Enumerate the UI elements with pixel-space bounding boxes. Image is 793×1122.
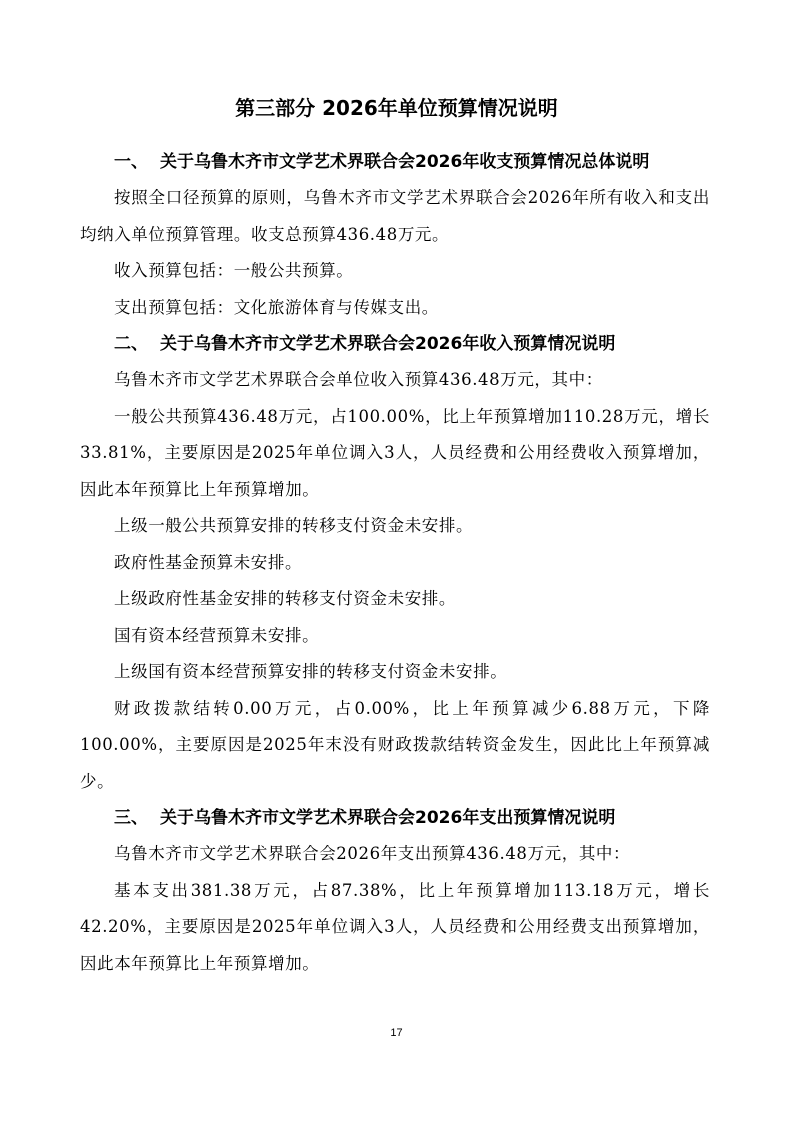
paragraph: 财政拨款结转0.00万元，占0.00%，比上年预算减少6.88万元，下降100.00%，主要原因是2025年末没有财政拨款结转资金发生，因此比上年预算减少。 xyxy=(80,698,710,791)
paragraph: 乌鲁木齐市文学艺术界联合会2026年支出预算436.48万元，其中： xyxy=(114,844,631,863)
paragraph: 上级政府性基金安排的转移支付资金未安排。 xyxy=(114,589,456,608)
section-number: 二、 xyxy=(114,334,148,354)
section-heading-text: 关于乌鲁木齐市文学艺术界联合会2026年收入预算情况说明 xyxy=(160,334,616,354)
paragraph: 收入预算包括：一般公共预算。 xyxy=(114,261,354,280)
section-heading-text: 关于乌鲁木齐市文学艺术界联合会2026年收支预算情况总体说明 xyxy=(160,152,650,172)
page-number: 17 xyxy=(390,1027,403,1039)
paragraph: 上级一般公共预算安排的转移支付资金未安排。 xyxy=(114,516,474,535)
section-number: 三、 xyxy=(114,808,148,828)
section-heading-text: 关于乌鲁木齐市文学艺术界联合会2026年支出预算情况说明 xyxy=(160,808,616,828)
section-heading xyxy=(80,800,710,836)
page-title: 第三部分 2026年单位预算情况说明 xyxy=(235,96,558,120)
section-expenditure xyxy=(80,800,710,982)
paragraph: 上级国有资本经营预算安排的转移支付资金未安排。 xyxy=(114,662,508,681)
paragraph: 按照全口径预算的原则，乌鲁木齐市文学艺术界联合会2026年所有收入和支出均纳入单位预算管理。收支总预算436.48万元。 xyxy=(80,188,710,244)
paragraph: 支出预算包括：文化旅游体育与传媒支出。 xyxy=(114,297,439,317)
paragraph: 国有资本经营预算未安排。 xyxy=(114,625,320,645)
section-number: 一、 xyxy=(114,152,148,172)
paragraph: 政府性基金预算未安排。 xyxy=(114,552,303,572)
paragraph: 一般公共预算436.48万元，占100.00%，比上年预算增加110.28万元，增长33.81%，主要原因是2025年单位调入3人，人员经费和公用经费收入预算增加，因此本年预算比上年预算增加。 xyxy=(80,406,710,499)
section-heading xyxy=(80,144,710,180)
paragraph: 乌鲁木齐市文学艺术界联合会单位收入预算436.48万元，其中： xyxy=(114,370,603,389)
document-body xyxy=(80,144,710,982)
section-income xyxy=(80,326,710,800)
section-overview xyxy=(80,144,710,326)
section-heading xyxy=(80,326,710,362)
paragraph: 基本支出381.38万元，占87.38%，比上年预算增加113.18万元，增长42.20%，主要原因是2025年单位调入3人，人员经费和公用经费支出预算增加，因此本年预算比上年预算增加。 xyxy=(80,880,710,973)
